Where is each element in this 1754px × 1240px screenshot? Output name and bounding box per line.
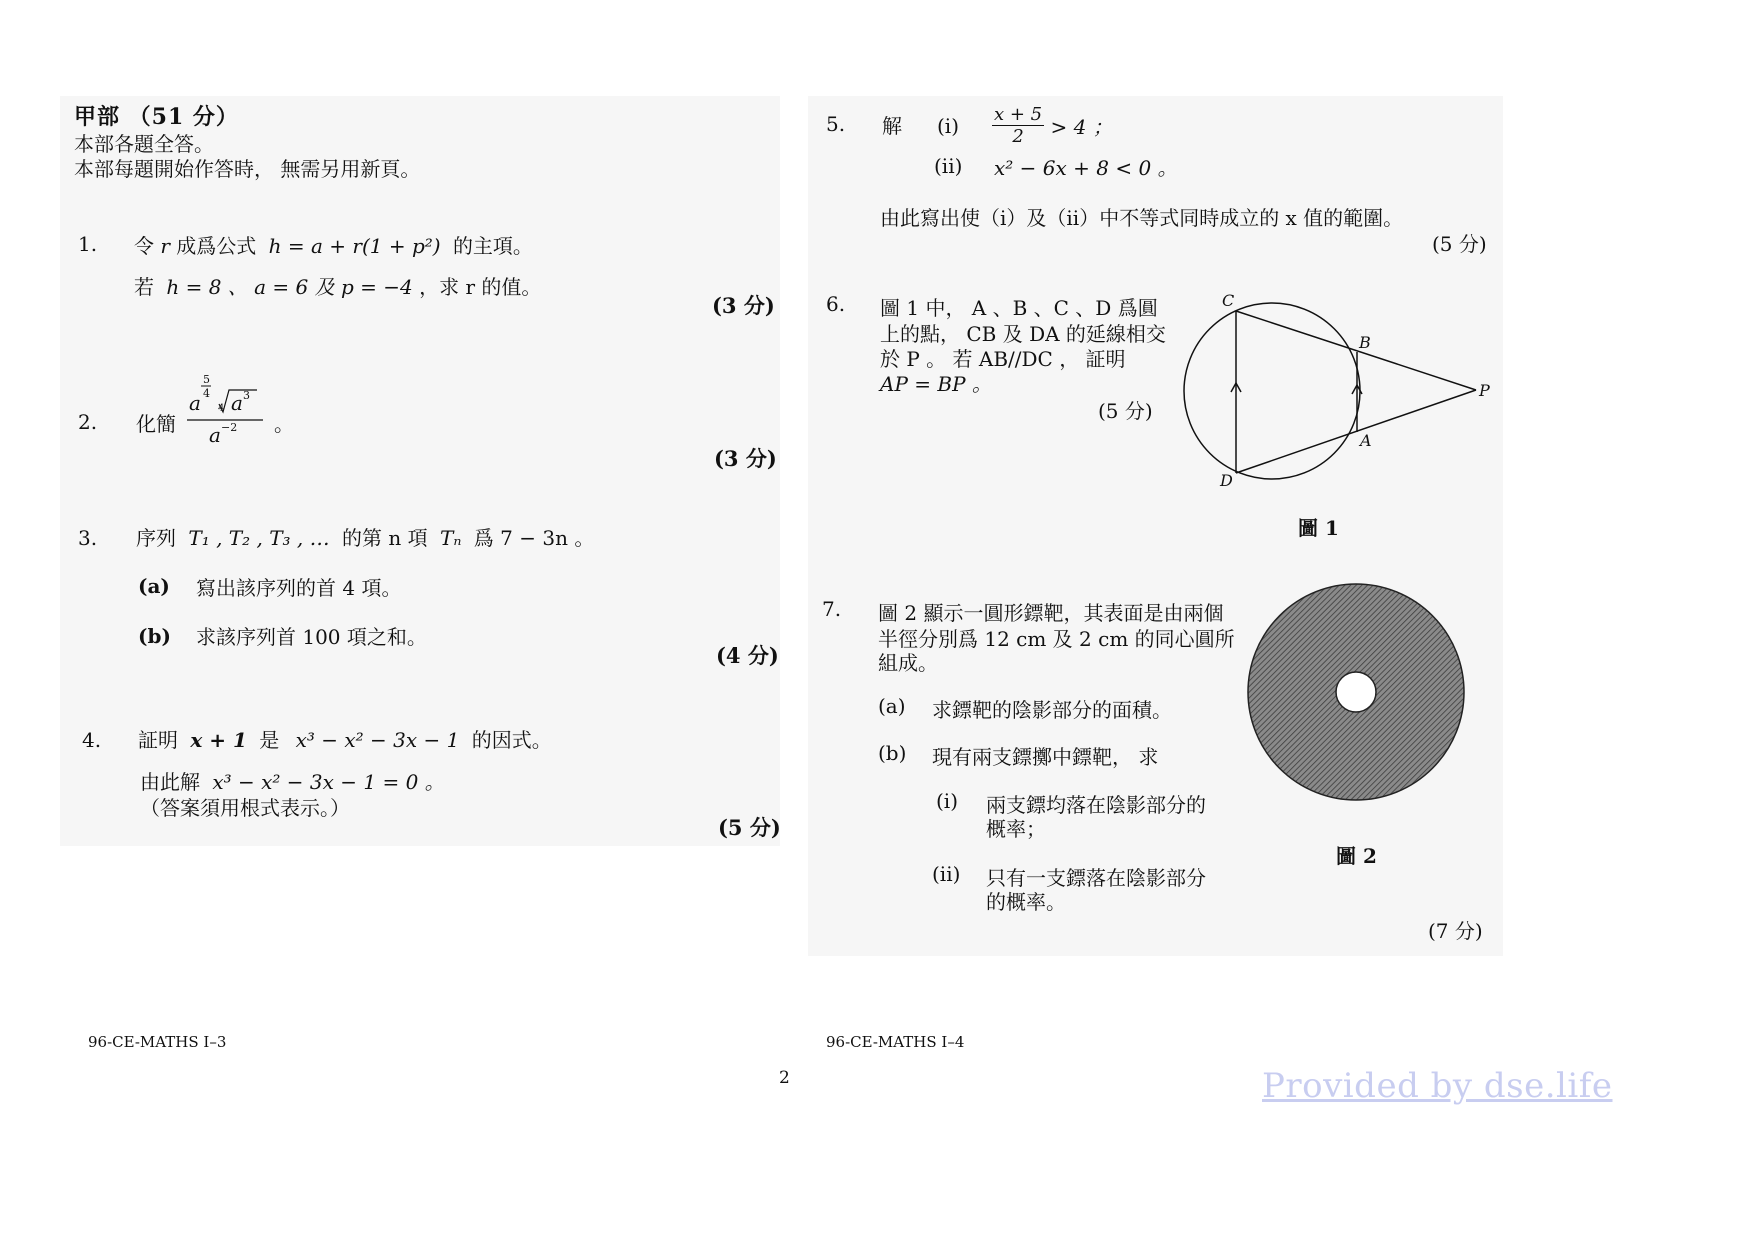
q3-tn: Tₙ [439,526,462,550]
q3-sequence: T₁ , T₂ , T₃ , … [188,526,330,550]
svg-text:5: 5 [203,373,210,386]
figure-1-caption: 圖 1 [1298,516,1339,540]
q4-equation: x³ − x² − 3x − 1 = 0 。 [212,770,445,794]
figure-2-caption: 圖 2 [1336,844,1377,868]
q5-number: 5. [826,112,846,136]
q5-solve: 解 [882,114,902,138]
q1-line2-formula: h = 8 、 a = 6 及 p = −4 [166,275,413,299]
q4-post: 的因式。 [471,728,552,752]
q3-a-label: (a) [138,574,170,598]
fig1-line-DP [1236,390,1476,473]
q1-line2 [134,271,541,300]
q7-b-text: 現有兩支鏢擲中鏢靶， 求 [932,745,1159,769]
fig1-label-D: D [1220,471,1233,490]
q7-bi-line1: 兩支鏢均落在陰影部分的 [986,793,1206,817]
q1-marks: (3 分) [712,293,775,318]
svg-text:3: 3 [243,389,250,402]
instruction-1: 本部各題全答。 [74,132,214,156]
q7-bi-line2: 概率； [986,817,1046,841]
instruction-2: 本部每題開始作答時， 無需另用新頁。 [74,157,421,181]
svg-text:a: a [231,391,243,415]
q1-number: 1. [78,232,98,256]
fig1-label-P: P [1479,381,1490,400]
q6-line1: 圖 1 中， A 、B 、C 、D 爲圓 [880,296,1158,320]
q6-line2: 上的點， CB 及 DA 的延線相交 [880,322,1166,346]
q4-mid: 是 [259,728,280,752]
q3-b-label: (b) [138,624,171,648]
q3-stem-mid: 的第 n 項 [342,526,428,550]
q7-number: 7. [822,597,842,621]
q3-stem-pre: 序列 [136,526,176,550]
q7-line3: 組成。 [878,651,938,675]
q6-marks: (5 分) [1098,399,1153,423]
figure-2-dartboard [1240,582,1476,810]
q4-line2-pre: 由此解 [140,770,200,794]
q3-number: 3. [78,526,98,550]
q1-line2-pre: 若 [134,275,154,299]
q3-b-text: 求該序列首 100 項之和。 [196,625,427,649]
svg-text:−2: −2 [221,421,238,434]
fig2-inner-circle [1336,672,1376,712]
q3-marks: (4 分) [716,643,779,668]
q1-text-pre: 令 [134,234,154,258]
q6-line3: 於 P 。 若 AB//DC ， 証明 [880,347,1126,371]
q1-formula: h = a + r(1 + p²) [268,234,441,258]
q7-b-label: (b) [878,741,907,765]
q1-line2-post: ，求 r 的值。 [419,275,542,299]
q7-a-label: (a) [878,694,906,718]
right-footer: 96-CE-MATHS I–4 [826,1033,965,1051]
q1-text-mid: 成爲公式 [176,234,257,258]
q7-bii-line2: 的概率。 [986,890,1066,914]
q4-line2 [140,766,445,795]
q5-i-label: (i) [937,114,960,138]
q4-polynomial: x³ − x² − 3x − 1 [295,728,460,752]
q4-number: 4. [82,728,102,752]
q5-ii-expr: x² − 6x + 8 < 0 。 [994,156,1178,180]
fig1-circle [1184,303,1360,479]
q3-stem-post: 爲 7 − 3n 。 [473,526,595,550]
q4-line3: （答案須用根式表示。） [140,796,350,820]
svg-text:a: a [209,423,221,447]
q7-a-text: 求鏢靶的陰影部分的面積。 [932,698,1172,722]
q5-i-fraction [992,104,1044,147]
q7-marks: (7 分) [1428,919,1483,943]
q5-marks: (5 分) [1432,232,1487,256]
q4-line1 [138,724,552,753]
q5-i-expr [992,104,1113,147]
q4-pre: 証明 [138,728,178,752]
q1-text-post: 的主項。 [452,234,533,258]
fig1-line-CP [1236,311,1476,390]
q6-number: 6. [826,292,846,316]
section-title: 甲部 （51 分） [74,104,239,130]
svg-text:a: a [189,391,201,415]
q7-bi-label: (i) [936,789,959,813]
page-number: 2 [779,1068,790,1088]
q5-i-denominator: 2 [1012,126,1024,147]
watermark-link[interactable]: Provided by dse.life [1262,1066,1613,1106]
fig1-label-C: C [1222,291,1235,310]
q5-ii-label: (ii) [934,154,963,178]
left-footer: 96-CE-MATHS I–3 [88,1033,227,1051]
q6-line4: AP = BP 。 [880,372,992,396]
q2-marks: (3 分) [714,446,777,471]
q5-i-numerator: x + 5 [994,104,1043,125]
q2-expression [185,368,275,448]
q2-number: 2. [78,410,98,434]
q4-factor: x + 1 [190,728,247,752]
q2-post: 。 [274,412,294,436]
svg-text:4: 4 [218,403,225,414]
q7-line1: 圖 2 顯示一圓形鏢靶，其表面是由兩個 [878,601,1224,625]
q2-pre: 化簡 [136,412,176,436]
q7-bii-label: (ii) [932,862,961,886]
fig1-label-A: A [1360,431,1372,450]
figure-1-circle-diagram [1176,286,1506,496]
q5-conclusion: 由此寫出使（i）及（ii）中不等式同時成立的 x 值的範圍。 [880,206,1404,230]
q7-bii-line1: 只有一支鏢落在陰影部分 [986,866,1206,890]
q4-marks: (5 分) [718,815,781,840]
q1-line1: 令 r 成爲公式 h = a + r(1 + p²) 的主項。 [134,234,533,258]
q3-a-text: 寫出該序列的首 4 項。 [196,576,402,600]
fig1-label-B: B [1359,333,1371,352]
q7-line2: 半徑分別爲 12 cm 及 2 cm 的同心圓所 [878,627,1235,651]
svg-text:4: 4 [203,387,210,400]
q5-i-rest: > 4 ； [1050,115,1113,139]
q3-stem [136,522,594,551]
